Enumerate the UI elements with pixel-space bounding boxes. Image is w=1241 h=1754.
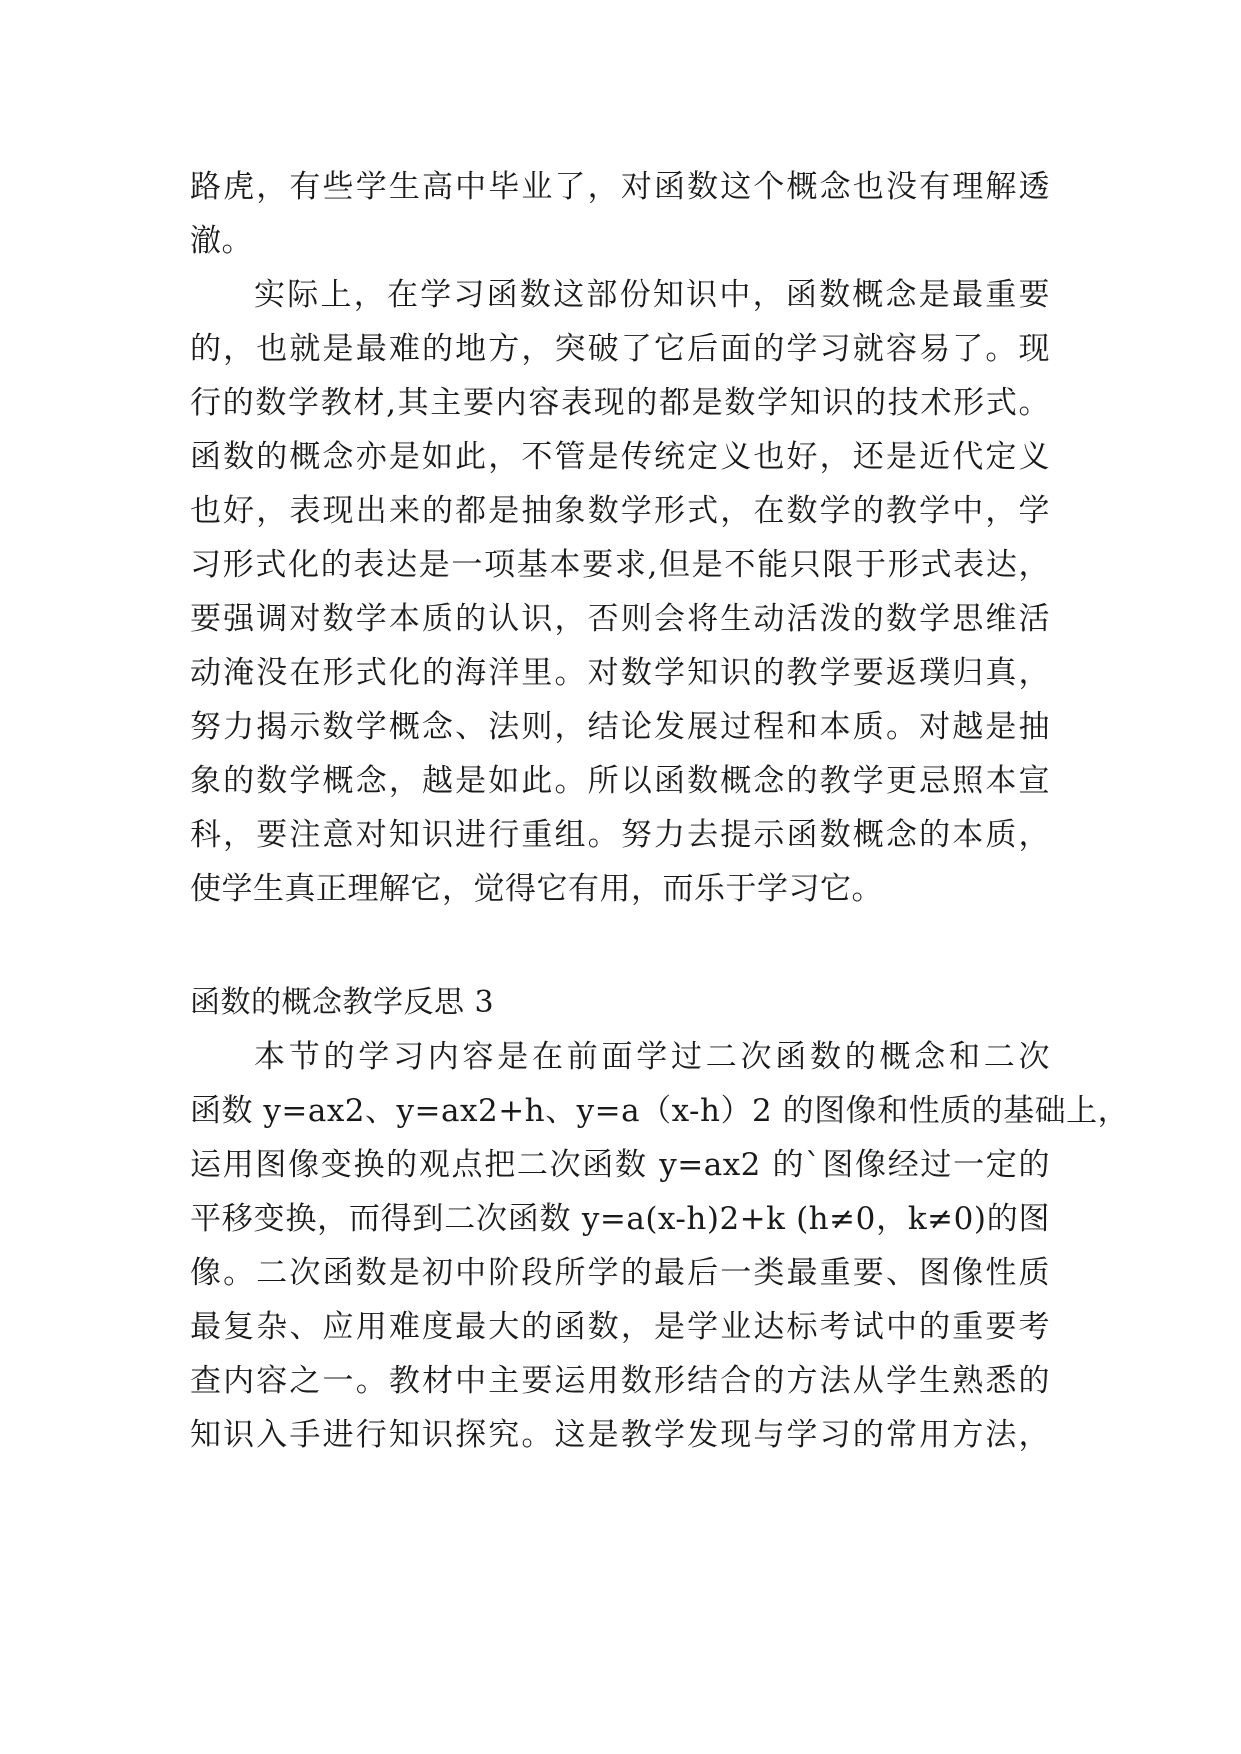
document-body xyxy=(190,160,1130,1462)
text-line: 实际上，在学习函数这部份知识中，函数概念是最重要 xyxy=(254,277,1050,313)
paragraph-continued xyxy=(190,160,1050,268)
text-line: 要强调对数学本质的认识，否则会将生动活泼的数学思维活 xyxy=(190,601,1050,637)
text-line: 本节的学习内容是在前面学过二次函数的概念和二次 xyxy=(254,1039,1050,1075)
text-line: 函数 y=ax2、y=ax2+h、y=a（x-h）2 的图像和性质的基础上， xyxy=(190,1093,1130,1129)
text-line: 路虎，有些学生高中毕业了，对函数这个概念也没有理解透 xyxy=(190,169,1050,205)
section-spacer xyxy=(190,916,1050,976)
text-line: 最复杂、应用难度最大的函数，是学业达标考试中的重要考 xyxy=(190,1309,1050,1345)
text-line: 使学生真正理解它，觉得它有用，而乐于学习它。 xyxy=(190,871,883,907)
text-line: 知识入手进行知识探究。这是教学发现与学习的常用方法， xyxy=(190,1417,1050,1453)
text-line: 象的数学概念，越是如此。所以函数概念的教学更忌照本宣 xyxy=(190,763,1050,799)
text-line: 动淹没在形式化的海洋里。对数学知识的教学要返璞归真， xyxy=(190,655,1050,691)
text-line: 努力揭示数学概念、法则，结论发展过程和本质。对越是抽 xyxy=(190,709,1050,745)
text-line: 运用图像变换的观点把二次函数 y=ax2 的`图像经过一定的 xyxy=(190,1147,1050,1183)
text-line: 习形式化的表达是一项基本要求,但是不能只限于形式表达， xyxy=(190,547,1050,583)
section-heading: 函数的概念教学反思 3 xyxy=(190,985,495,1020)
text-line: 的，也就是最难的地方，突破了它后面的学习就容易了。现 xyxy=(190,331,1050,367)
paragraph-2 xyxy=(190,268,1050,916)
text-line: 平移变换，而得到二次函数 y=a(x-h)2+k (h≠0，k≠0)的图 xyxy=(190,1201,1050,1237)
text-line: 也好，表现出来的都是抽象数学形式，在数学的教学中，学 xyxy=(190,493,1050,529)
text-line: 查内容之一。教材中主要运用数形结合的方法从学生熟悉的 xyxy=(190,1363,1050,1399)
paragraph-3 xyxy=(190,1030,1130,1462)
text-line: 像。二次函数是初中阶段所学的最后一类最重要、图像性质 xyxy=(190,1255,1050,1291)
text-line: 澈。 xyxy=(190,223,253,259)
text-line: 函数的概念亦是如此，不管是传统定义也好，还是近代定义 xyxy=(190,439,1050,475)
text-line: 行的数学教材,其主要内容表现的都是数学知识的技术形式。 xyxy=(190,385,1050,421)
text-line: 科，要注意对知识进行重组。努力去提示函数概念的本质， xyxy=(190,817,1050,853)
